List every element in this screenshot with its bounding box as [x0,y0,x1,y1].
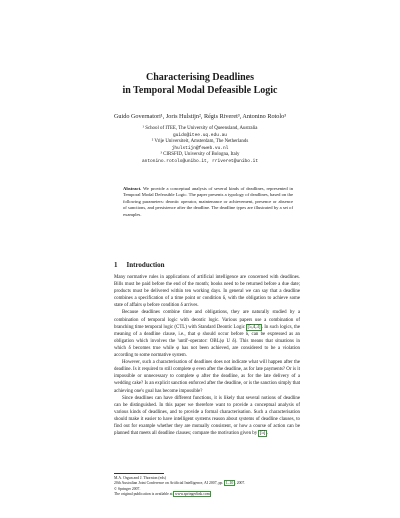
paper-title-line2: in Temporal Modal Defeasible Logic [122,85,278,96]
section-heading [114,261,165,269]
springerlink-link[interactable]: www.springerlink.com [174,492,210,497]
paragraph-3: However, such a characterisation of deadlines does not indicate what will happen after the deadline. Is it required to still complete φ even after the deadline, as for late payments? Or is it impossible or unnecessary to complete φ after the deadline, as for the late delivery of a wedding cake? Is an explicit sanction enforced after the deadline, or is the sanction simply that achieving one's goal has become impossible? [114,360,300,394]
footnote-rule [114,473,164,474]
affiliation-3-email: antonino.rotolo@unibo.it, rriveret@unibo.it [141,158,259,164]
affiliation-2-email: jhulstijn@feweb.vu.nl [171,145,229,151]
author-list: Guido Governatori¹, Joris Hulstijn², Régis Riveret³, Antonino Rotolo³ [113,113,287,120]
affiliation-2: ² Vrije Universiteit, Amsterdam, The Netherlands [151,139,249,144]
body-text [114,274,300,437]
section-number: 1 [114,261,118,269]
paragraph-2-text-b: . In such logics, the meaning of a deadline clause, i.e., that φ should occur before δ, can be expressed as an obligation which involves the 'until'-operator: OBL(φ U δ). This means that situations in which δ becomes true while φ has not been achieved, are considered to be a violation according to some normative system. [114,324,300,359]
paragraph-4-text-b: . [266,431,268,437]
affiliation-3: ³ CIRSFID, University of Bologna, Italy [160,152,240,157]
paper-title-line1: Characterising Deadlines [145,72,255,83]
footnote-editors: M.A. Orgun and J. Thornton (eds) [114,476,166,480]
citation-link[interactable]: [5] [259,431,266,437]
footnote [114,476,304,498]
affiliation-1-email: guido@itee.uq.edu.au [172,132,227,138]
abstract-label: Abstract. [123,186,142,191]
paragraph-2 [114,309,300,359]
citation-link[interactable]: [5,4,3] [247,324,261,330]
paragraph-2-text-a: Because deadlines combine time and obligations, they are naturally studied by a combination of temporal logic with deontic logic. Various papers use a combination of branching time temporal logic (CTL) with Standard Deontic Logic [114,310,300,330]
pages-link[interactable]: 1–10 [225,481,234,486]
section-title: Introduction [126,261,165,269]
footnote-year: , 2007. [234,481,246,486]
paragraph-4 [114,395,300,438]
abstract [123,186,293,218]
footnote-availability-text: The original publication is available at [114,492,173,497]
paragraph-1: Many normative rules in applications of artificial intelligence are concerned with deadlines. Bills must be paid before the end of the month; books need to be returned before a due date; products must be delivered within ten working days. In general we can say that a deadline combines a specification of a time point or condition δ, with the obligation to achieve some state of affairs φ before condition δ arrives. [114,275,300,309]
affiliation-1: ¹ School of ITEE, The University of Queensland, Australia [142,126,258,131]
footnote-availability [114,492,304,497]
abstract-text: We provide a conceptual analysis of several kinds of deadlines, represented in Temporal Modal Defeasible Logic. The paper presents a typology of deadlines, based on the following parameters: deontic operator, maintenance or achievement, presence or absence of sanctions, and persistence after the deadline. The deadline types are illustrated by a set of examples. [123,186,293,217]
footnote-conference-text: 20th Australian Joint Conference on Artificial Intelligence, AI 2007, pp. [114,481,224,486]
footnote-copyright: © Springer 2007. [114,486,141,491]
paragraph-4-text-a: Since deadlines can have different functions, it is likely that several notions of deadline can be distinguished. In this paper we therefore want to provide a conceptual analysis of various kinds of deadlines, and to provide a formal characterisation. Such a characterisation should make it easier to have intelligent systems reason about systems of deadline clauses, to find out for example whether they are mutually consistent, or how a course of action can be planned that meets all deadline clauses; compare the motivation given by [114,395,300,437]
